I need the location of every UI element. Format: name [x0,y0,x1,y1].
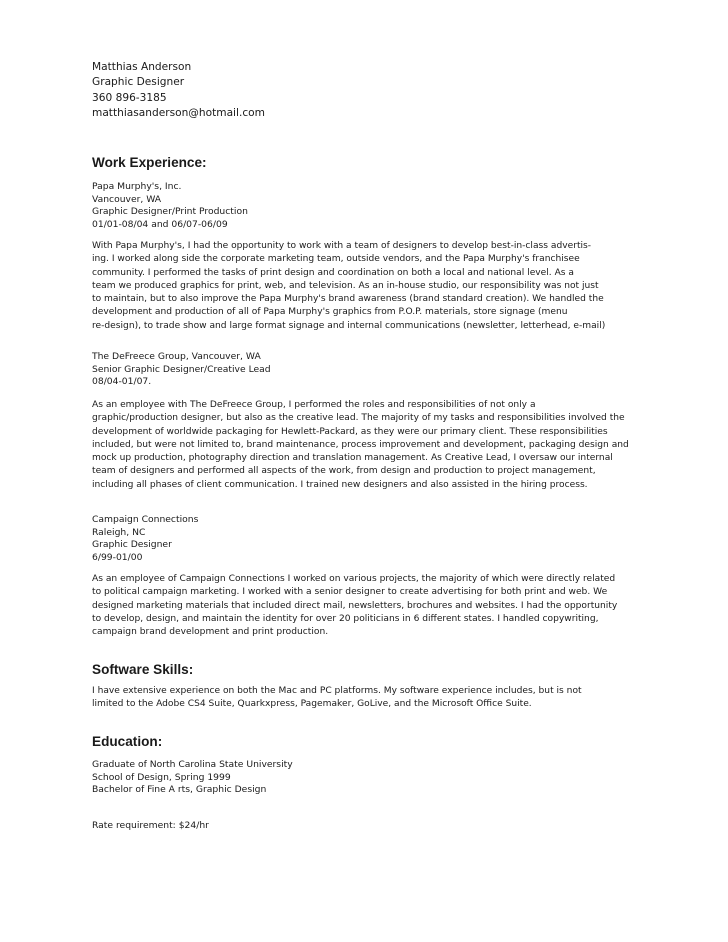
paragraph-line: team we produced graphics for print, web, and television. As an in-house studio, our responsibility was not just [92,280,599,291]
paragraph-line: As an employee with The DeFreece Group, I performed the roles and responsibilities of not only a [92,400,536,410]
job-3-location: Raleigh, NC [92,526,146,538]
paragraph-line: including all phases of client communication. I trained new designers and also assisted in the hiring process. [92,479,588,490]
rate-requirement: Rate requirement: $24/hr [92,820,209,831]
work-experience-heading: Work Experience: [92,155,207,170]
contact-email: matthiasanderson@hotmail.com [92,106,265,119]
paragraph-line: designed marketing materials that included direct mail, newsletters, brochures and websites. I had the opportunity [92,600,618,611]
paragraph-line: ing. I worked along side the corporate marketing team, outside vendors, and the Papa Murphy's franchisee [92,254,580,265]
job-3-dates: 6/99-01/00 [92,552,143,564]
paragraph-line: re-design), to trade show and large format signage and internal communications (newsletter, letterhead, e-mail) [92,320,606,331]
contact-title: Graphic Designer [92,76,185,89]
job-1-location: Vancouver, WA [92,193,162,205]
job-2-company: The DeFreece Group, Vancouver, WA [92,351,261,362]
contact-phone: 360 896-3185 [92,91,167,104]
job-3-meta [92,514,198,565]
job-3-description [92,573,617,639]
education-text [92,759,293,797]
job-1-company: Papa Murphy's, Inc. [92,181,182,192]
paragraph-line: development of worldwide packaging for Hewlett-Packard, as they were our primary client. These responsibilities [92,426,608,437]
job-2-meta [92,351,271,389]
paragraph-line: limited to the Adobe CS4 Suite, Quarkxpress, Pagemaker, GoLive, and the Microsoft Office Suite. [92,699,532,710]
paragraph-line: development and production of all of Papa Murphy's graphics from P.O.P. materials, store signage (menu [92,307,568,318]
software-skills-heading: Software Skills: [92,662,194,677]
job-1-dates: 01/01-08/04 and 06/07-06/09 [92,219,228,231]
paragraph-line: to develop, design, and maintain the identity for over 20 politicians in 6 different states. I handled copywriting, [92,613,599,624]
job-2-description [92,399,629,492]
education-heading: Education: [92,734,163,749]
paragraph-line: to maintain, but to also improve the Papa Murphy's brand awareness (brand standard creation). We handled the [92,294,604,305]
paragraph-line: I have extensive experience on both the Mac and PC platforms. My software experience includes, but is not [92,686,582,696]
paragraph-line: As an employee of Campaign Connections I worked on various projects, the majority of which were directly related [92,574,616,584]
job-2-dates: 08/04-01/07. [92,376,152,388]
paragraph-line: team of designers and performed all aspects of the work, from design and production to project management, [92,466,596,477]
job-3-role: Graphic Designer [92,539,172,551]
software-skills-text [92,685,582,712]
paragraph-line: graphic/production designer, but also as the creative lead. The majority of my tasks and responsibilities involved the [92,413,625,424]
job-1-role: Graphic Designer/Print Production [92,206,248,218]
education-line: School of Design, Spring 1999 [92,771,231,783]
contact-block [92,60,265,121]
education-line: Graduate of North Carolina State University [92,759,293,770]
job-3-company: Campaign Connections [92,514,199,525]
paragraph-line: to political campaign marketing. I worked with a senior designer to create advertising for both print and web. We [92,587,608,598]
paragraph-line: campaign brand development and print production. [92,627,329,638]
job-1-meta [92,181,248,232]
paragraph-line: With Papa Murphy's, I had the opportunity to work with a team of designers to develop best-in-class advertis- [92,241,592,251]
education-line: Bachelor of Fine A rts, Graphic Design [92,784,267,796]
paragraph-line: mock up production, photography direction and translation management. As Creative Lead, I oversaw our internal [92,453,613,464]
job-1-description [92,240,605,333]
job-2-role: Senior Graphic Designer/Creative Lead [92,363,271,375]
paragraph-line: included, but were not limited to, brand maintenance, process improvement and development, packaging design and [92,439,629,450]
paragraph-line: community. I performed the tasks of print design and coordination on both a local and national level. As a [92,267,574,278]
contact-name: Matthias Anderson [92,61,192,73]
